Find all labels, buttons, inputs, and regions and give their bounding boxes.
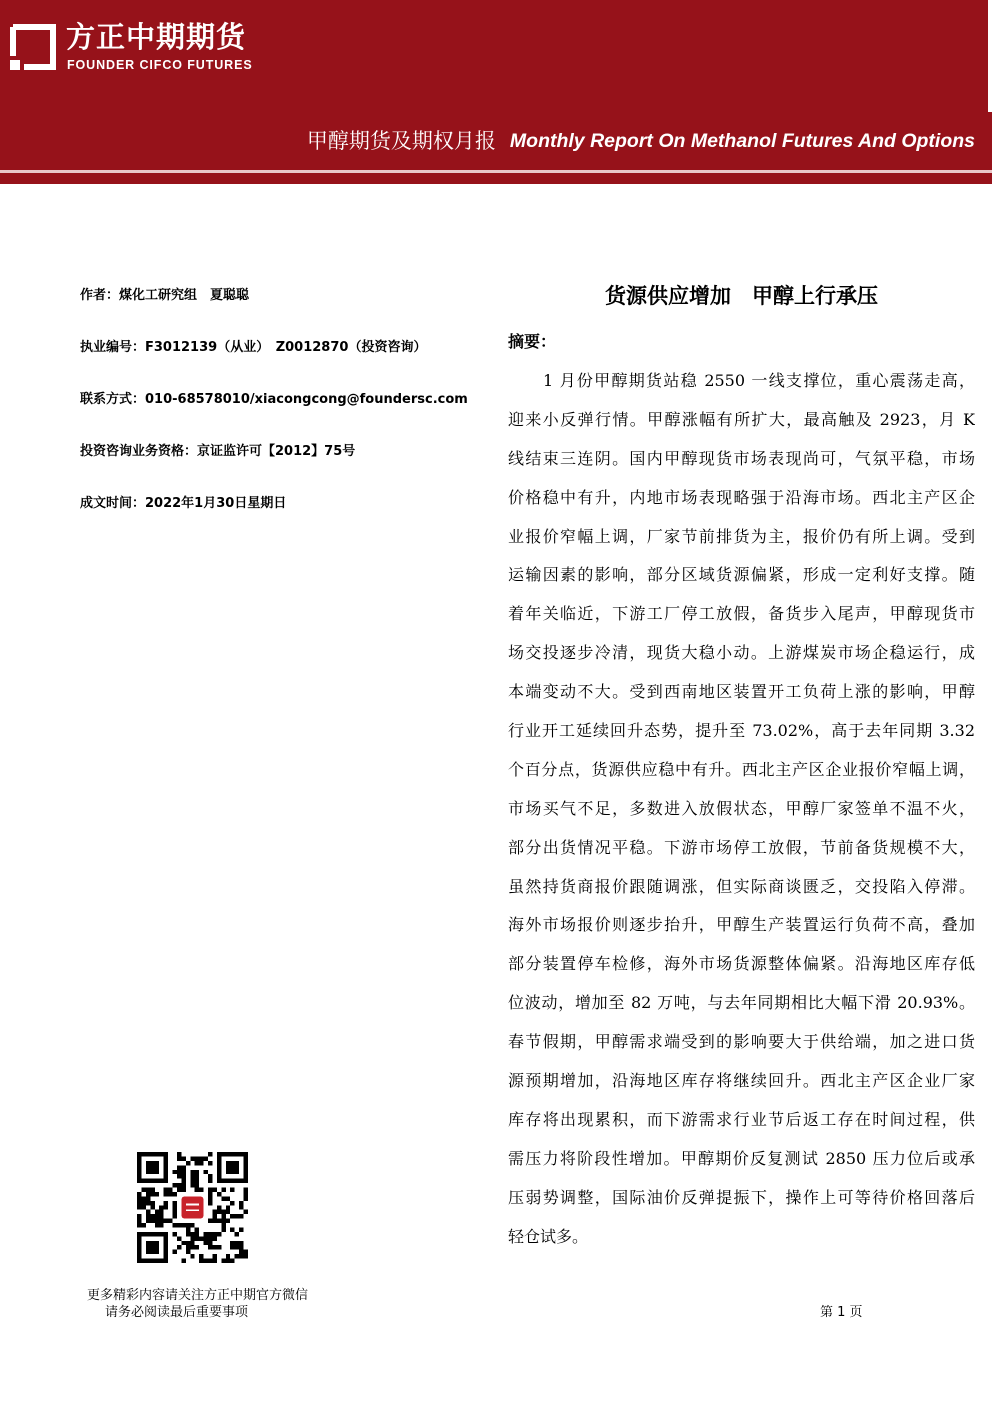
- paragraph-line: 运输因素的影响，部分区域货源偏紧，形成一定利好支撑。随: [508, 565, 975, 585]
- company-name-en: FOUNDER CIFCO FUTURES: [67, 58, 253, 72]
- paragraph-line: 市场买气不足，多数进入放假状态，甲醇厂家签单不温不火，: [508, 798, 975, 818]
- paragraph-line: 虽然持货商报价跟随调涨，但实际商谈匮乏，交投陷入停滞。: [508, 876, 975, 896]
- paragraph-line: 春节假期，甲醇需求端受到的影响要大于供给端，加之进口货: [508, 1032, 975, 1052]
- contact-line: 联系方式：010-68578010/xiacongcong@foundersc.com: [80, 392, 468, 407]
- paragraph-line: 位波动，增加至 82 万吨，与去年同期相比大幅下滑 20.93%。: [508, 993, 975, 1013]
- author-line: 作者：煤化工研究组 夏聪聪: [80, 288, 250, 303]
- paragraph-line: 着年关临近，下游工厂停工放假，备货步入尾声，甲醇现货市: [508, 604, 975, 624]
- paragraph-line: 场交投逐步冷清，现货大稳小动。上游煤炭市场企稳运行，成: [508, 643, 975, 663]
- paragraph-line: 轻仓试多。: [508, 1226, 589, 1246]
- paragraph-line: 源预期增加，沿海地区库存将继续回升。西北主产区企业厂家: [508, 1071, 975, 1091]
- paragraph-line: 线结束三连阴。国内甲醇现货市场表现尚可，气氛平稳，市场: [508, 448, 975, 468]
- wechat-qr-code: [137, 1152, 248, 1263]
- paragraph-line: 压弱势调整，国际油价反弹提振下，操作上可等待价格回落后: [508, 1187, 975, 1207]
- qr-caption: 更多精彩内容请关注方正中期官方微信: [87, 1288, 309, 1303]
- license-number-line: 执业编号：F3012139（从业） Z0012870（投资咨询）: [80, 340, 427, 355]
- report-title: [307, 125, 975, 157]
- paragraph-line: 海外市场报价则逐步抬升，甲醇生产装置运行负荷不高，叠加: [508, 915, 975, 935]
- summary-label: 摘要：: [508, 332, 557, 351]
- paragraph-line: 行业开工延续回升态势，提升至 73.02%，高于去年同期 3.32: [508, 721, 975, 741]
- paragraph-line: 部分出货情况平稳。下游市场停工放假，节前备货规模不大，: [508, 837, 975, 857]
- paragraph-line: 部分装置停车检修，海外市场货源整体偏紧。沿海地区库存低: [508, 954, 975, 974]
- paragraph-line: 1 月份甲醇期货站稳 2550 一线支撑位，重心震荡走高，: [543, 371, 975, 390]
- paragraph-line: 本端变动不大。受到西南地区装置开工负荷上涨的影响，甲醇: [508, 682, 975, 702]
- report-title-en: Monthly Report On Methanol Futures And Options: [509, 130, 975, 152]
- date-line: 成文时间：2022年1月30日星期日: [80, 496, 287, 511]
- paragraph-line: 需压力将阶段性增加。甲醇期价反复测试 2850 压力位后或承: [508, 1148, 975, 1168]
- header-divider: [0, 170, 992, 173]
- summary-paragraph: [508, 362, 975, 1256]
- qualification-line: 投资咨询业务资格：京证监许可【2012】75号: [80, 444, 356, 459]
- company-name-cn: 方正中期期货: [66, 20, 247, 54]
- header-edge: [988, 0, 992, 112]
- article-title: 货源供应增加 甲醇上行承压: [605, 284, 878, 308]
- paragraph-line: 业报价窄幅上调，厂家节前排货为主，报价仍有所上调。受到: [508, 526, 975, 546]
- important-notice: 请务必阅读最后重要事项: [105, 1305, 249, 1320]
- page-number: 第 1 页: [820, 1305, 863, 1320]
- paragraph-line: 库存将出现累积，而下游需求行业节后返工存在时间过程，供: [508, 1109, 975, 1129]
- founder-logo-icon: [10, 24, 56, 70]
- paragraph-line: 个百分点，货源供应稳中有升。西北主产区企业报价窄幅上调，: [508, 759, 975, 779]
- paragraph-line: 价格稳中有升，内地市场表现略强于沿海市场。西北主产区企: [508, 487, 975, 507]
- paragraph-line: 迎来小反弹行情。甲醇涨幅有所扩大，最高触及 2923，月 K: [508, 409, 975, 429]
- report-title-cn: 甲醇期货及期权月报: [306, 129, 496, 153]
